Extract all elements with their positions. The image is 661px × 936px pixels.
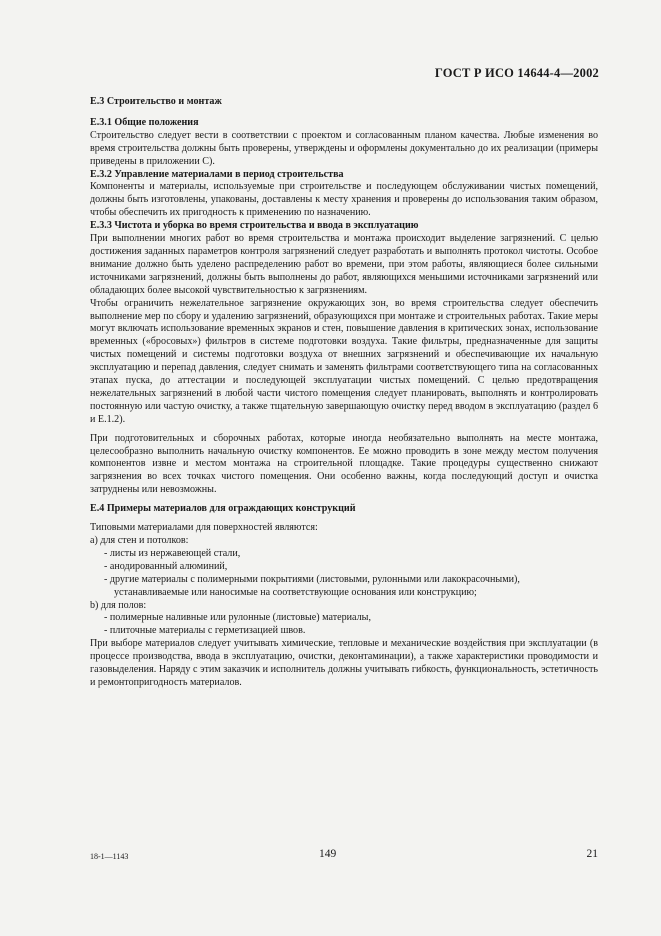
section-e32-title: Е.3.2 Управление материалами в период строительства — [90, 168, 344, 180]
paragraph-e31-1: Строительство следует вести в соответствии с проектом и согласованным планом качества. Любые изменения во время строительства должны быть проверены, утверждены и оформлены документально до их реализации (примеры приведены в приложении С). — [90, 129, 598, 167]
document-body — [90, 96, 598, 690]
list-item-polymer-coated-cont: устанавливаемые или наносимые на соответствующие основания или конструкцию; — [114, 586, 477, 598]
paragraph-e4-intro: Типовыми материалами для поверхностей являются: — [90, 522, 318, 534]
section-e3-title: Е.3 Строительство и монтаж — [90, 96, 222, 107]
paragraph-e33-3: При подготовительных и сборочных работах, которые иногда необязательно выполнять на месте монтажа, целесообразно выполнить начальную очистку компонентов. Ее можно проводить в зоне между местом получения компонентов извне и местом монтажа на строительной площадке. Такие процедуры существенно снижают загрязнения во всех точках чистого помещения. Они особенно важны, когда последующий доступ и очистка затруднены или невозможны. — [90, 432, 598, 496]
paragraph-e33-2: Чтобы ограничить нежелательное загрязнение окружающих зон, во время строительства следует обеспечить выполнение мер по сбору и удалению загрязнений, образующихся при монтаже и строительных работах. Такие меры могут включать использование временных экранов и стен, повышение давления в критических зонах, использование временных («бросовых») фильтров в системе подготовки воздуха. Такие фильтры, предназначенные для защиты чистых помещений и системы подготовки воздуха от внешних загрязнений и обеспечивающие их начальную эксплуатацию и перепад давления, следует снимать и заменять фильтрами соответствующего типа на согласованных этапах пуска, до аттестации и последующей эксплуатации чистых помещений. С целью предотвращения нежелательных загрязнений в любой части чистого помещения следует планировать, выполнять и контролировать постоянную или частую очистку, а также тщательную завершающую очистку перед вводом в эксплуатацию (раздел 6 и Е.1.2). — [90, 297, 598, 425]
list-item-floors: b) для полов: — [90, 599, 147, 611]
print-code: 18-1—1143 — [90, 852, 129, 861]
page-number: 21 — [586, 848, 598, 860]
list-item-stainless-steel: - листы из нержавеющей стали, — [104, 547, 241, 559]
paragraph-e32-1: Компоненты и материалы, используемые при строительстве и последующем обслуживании чистых помещений, должны быть изготовлены, упакованы, доставлены к месту хранения и проверены до использования таким образом, чтобы обеспечить их пригодность к применению по назначению. — [90, 181, 598, 219]
list-item-tile-floor: - плиточные материалы с герметизацией швов. — [104, 625, 306, 637]
paragraph-e4-final: При выборе материалов следует учитывать химические, тепловые и механические воздействия при эксплуатации (в процессе производства, ввода в эксплуатацию, очистки, деконтаминации), а также характеристики проводимости и газовыделения. Наряду с этим заказчик и исполнитель должны учитывать гибкость, функциональность, эстетичность и ремонтопригодность материалов. — [90, 638, 598, 688]
list-item-walls: a) для стен и потолков: — [90, 535, 189, 546]
list-item-polymer-floor: - полимерные наливные или рулонные (листовые) материалы, — [104, 612, 371, 624]
list-item-aluminium: - анодированный алюминий, — [104, 560, 228, 572]
sheet-number: 149 — [319, 848, 337, 860]
section-e33-title: Е.3.3 Чистота и уборка во время строительства и ввода в эксплуатацию — [90, 220, 419, 232]
list-item-polymer-coated: - другие материалы с полимерными покрытиями (листовыми, рулонными или лакокрасочными), — [104, 573, 520, 585]
document-code: ГОСТ Р ИСО 14644-4—2002 — [434, 66, 599, 80]
section-e4-title: Е.4 Примеры материалов для ограждающих конструкций — [90, 503, 356, 515]
section-e31-title: Е.3.1 Общие положения — [90, 116, 199, 128]
paragraph-e33-1: При выполнении многих работ во время строительства и монтажа происходит выделение загрязнений. С целью достижения заданных параметров контроля загрязнений следует разработать и выполнять протокол чистоты. Особое внимание должно быть уделено распределению работ во времени, при этом работы, являющиеся более сильными источниками загрязнений, должны быть выполнены до работ, являющихся меньшими источниками загрязнений или обладающих более высокой чувствительностью к загрязнениям. — [90, 233, 598, 296]
